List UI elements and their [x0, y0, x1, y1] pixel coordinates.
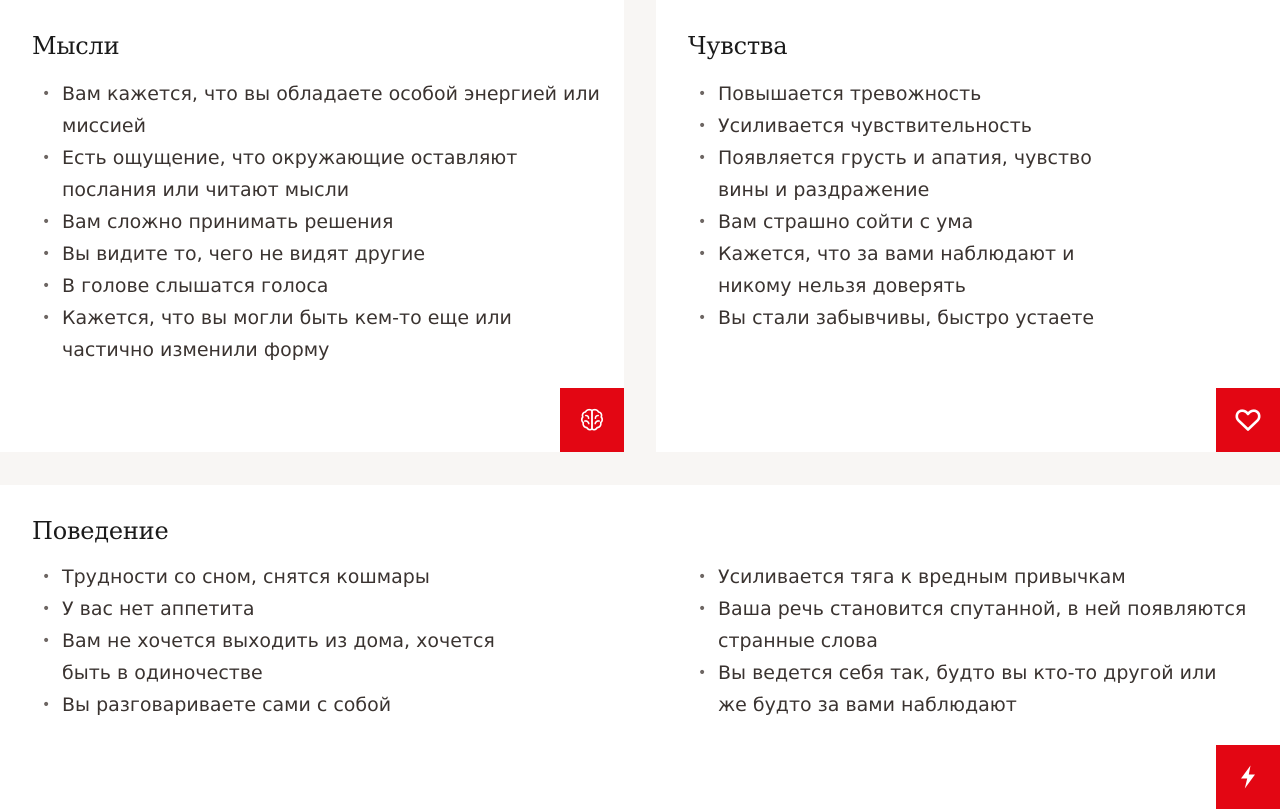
thoughts-title: Мысли	[32, 32, 120, 60]
list-item: • Есть ощущение, что окружающие оставляют послания или читают мысли	[32, 142, 602, 206]
list-item: • У вас нет аппетита	[32, 593, 512, 625]
list-item: • Кажется, что вы могли быть кем-то еще или частично изменили форму	[32, 302, 602, 366]
feelings-list	[688, 78, 1128, 334]
thoughts-panel	[0, 0, 624, 452]
behavior-list-right	[688, 561, 1248, 721]
list-item: • Вам сложно принимать решения	[32, 206, 602, 238]
behavior-icon-badge	[1216, 745, 1280, 809]
list-item: • Вы видите то, чего не видят другие	[32, 238, 602, 270]
thoughts-list	[32, 78, 602, 366]
feelings-panel	[656, 0, 1280, 452]
list-item: • Кажется, что за вами наблюдают и никому нельзя доверять	[688, 238, 1128, 302]
list-item: • Трудности со сном, снятся кошмары	[32, 561, 512, 593]
list-item: • Появляется грусть и апатия, чувство вины и раздражение	[688, 142, 1128, 206]
feelings-icon-badge	[1216, 388, 1280, 452]
list-item: • Вы разговариваете сами с собой	[32, 689, 512, 721]
list-item: • Повышается тревожность	[688, 78, 1128, 110]
list-item: • Ваша речь становится спутанной, в ней появляются странные слова	[688, 593, 1248, 657]
behavior-title: Поведение	[32, 517, 169, 545]
list-item: • В голове слышатся голоса	[32, 270, 602, 302]
list-item: • Вам страшно сойти с ума	[688, 206, 1128, 238]
list-item: • Вы стали забывчивы, быстро устаете	[688, 302, 1128, 334]
list-item: • Вам кажется, что вы обладаете особой энергией или миссией	[32, 78, 602, 142]
list-item: • Усиливается чувствительность	[688, 110, 1128, 142]
list-item: • Вы ведется себя так, будто вы кто-то другой или же будто за вами наблюдают	[688, 657, 1248, 721]
lightning-icon	[1238, 764, 1258, 790]
brain-icon	[579, 407, 605, 433]
behavior-list-left	[32, 561, 512, 721]
list-item: • Вам не хочется выходить из дома, хочется быть в одиночестве	[32, 625, 512, 689]
feelings-title: Чувства	[688, 32, 788, 60]
list-item: • Усиливается тяга к вредным привычкам	[688, 561, 1248, 593]
thoughts-icon-badge	[560, 388, 624, 452]
heart-icon	[1234, 407, 1262, 433]
